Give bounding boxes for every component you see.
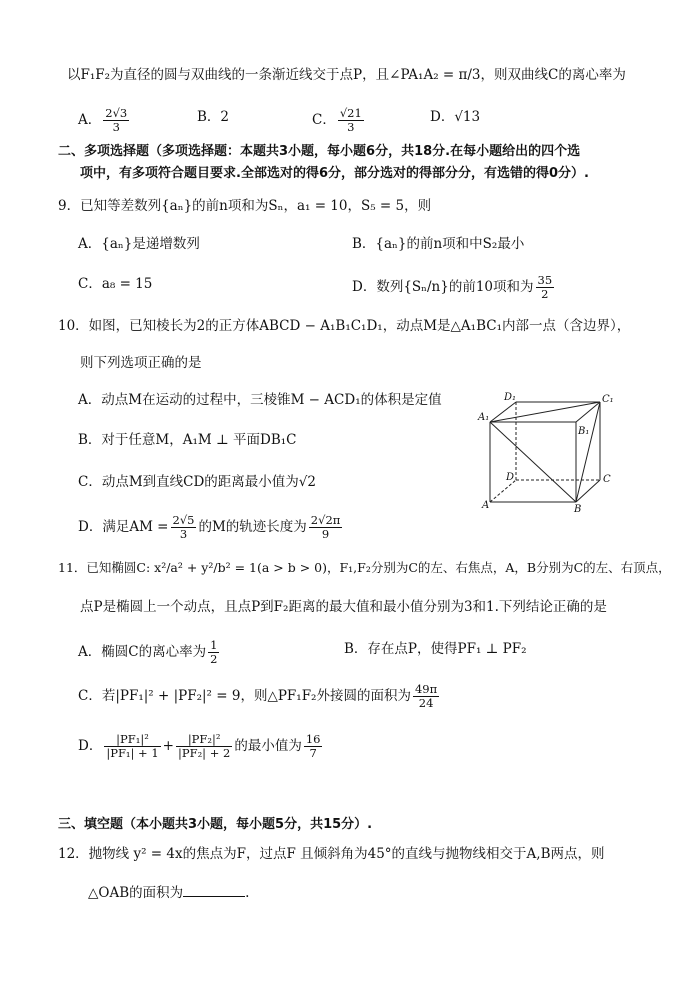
edge-ad-hidden <box>490 480 516 502</box>
q8-stem: 以F₁F₂为直径的圆与双曲线的一条渐近线交于点P，且∠PA₁A₂ = π/3，则双曲线C的离心率为 <box>67 67 626 83</box>
label-c1: C₁ <box>602 394 614 405</box>
diag-a1c1 <box>490 402 600 422</box>
diag-a1b <box>490 422 576 502</box>
section2-heading-line1: 二、多项选择题（多项选择题：本题共3小题，每小题6分，共18分.在每小题给出的四个选 <box>58 144 581 159</box>
q10-option-d: D．满足AM = $\frac{2√5}{3}$ 的M的轨迹长度为 $\frac{2√2\pi}{9}$ <box>78 513 341 541</box>
label-b1: B₁ <box>578 426 590 437</box>
q8-option-c: C． $\frac{√21}{3}$ <box>312 106 362 134</box>
q9-stem: 9．已知等差数列{aₙ}的前n项和为Sₙ，a₁ = 10，S₅ = 5，则 <box>58 198 432 214</box>
q11-stem-line2: 点P是椭圆上一个动点，且点P到F₂距离的最大值和最小值分别为3和1.下列结论正确的是 <box>80 599 607 615</box>
section2-heading-line2: 项中，有多项符合题目要求.全部选对的得6分，部分选对的得部分分，有选错的得0分）. <box>80 166 589 181</box>
label-c: C <box>603 474 611 485</box>
q9-option-c: C．a₈ = 15 <box>78 276 153 292</box>
q12-answer-blank[interactable] <box>183 882 245 897</box>
q9-option-b: B．{aₙ}的前n项和中S₂最小 <box>352 236 525 252</box>
q11-option-c: C．若|PF₁|² + |PF₂|² = 9，则△PF₁F₂外接圆的面积为 $\frac{49\pi}{24}$ <box>78 682 438 710</box>
q8-option-b: B．2 <box>197 109 230 125</box>
cube-diagram <box>480 390 620 515</box>
q8-option-a: A． $\frac{2√3}{3}$ <box>78 106 128 134</box>
label-a1: A₁ <box>478 412 490 423</box>
q10-option-b: B．对于任意M，A₁M ⊥ 平面DB₁C <box>78 432 297 448</box>
diag-bc1 <box>576 402 600 502</box>
q10-stem-line1: 10．如图，已知棱长为2的正方体ABCD − A₁B₁C₁D₁，动点M是△A₁BC₁内部一点（含边界）， <box>58 318 631 334</box>
q9-option-d: D．数列{Sₙ/n}的前10项和为 $\frac{35}{2}$ <box>352 273 553 301</box>
q11-option-a: A．椭圆C的离心率为 $\frac{1}{2}$ <box>78 638 218 666</box>
label-d: D <box>506 472 515 483</box>
q12-line2: △OAB的面积为 . <box>88 882 249 903</box>
q10-option-c: C．动点M到直线CD的距离最小值为√2 <box>78 474 316 490</box>
label-a: A <box>482 500 490 511</box>
q8-option-d: D．√13 <box>430 109 481 125</box>
q10-option-a: A．动点M在运动的过程中，三棱锥M − ACD₁的体积是定值 <box>78 392 442 408</box>
label-b: B <box>574 504 582 515</box>
edge-a1d1 <box>490 402 516 422</box>
cube-figure <box>480 390 620 515</box>
q10-stem-line2: 则下列选项正确的是 <box>80 355 202 371</box>
q12-line1: 12．抛物线 y² = 4x的焦点为F，过点F 且倾斜角为45°的直线与抛物线相交于A,B两点，则 <box>58 846 605 862</box>
section3-heading: 三、填空题（本小题共3小题，每小题5分，共15分）. <box>58 817 373 832</box>
q11-option-d: D． $\frac{\text{|PF₁|²}}{\text{|PF₁| + 1}}$ + $\frac{\text{|PF₂|²}}{\text{|PF₂| + 2}}$ 的最小值为 $\frac{16}{7}$ <box>78 732 321 760</box>
q9-option-a: A．{aₙ}是递增数列 <box>78 236 200 252</box>
q11-option-b: B．存在点P，使得PF₁ ⊥ PF₂ <box>344 641 527 657</box>
label-d1: D₁ <box>504 392 517 403</box>
edge-bc <box>576 480 600 502</box>
q11-stem-line1: 11．已知椭圆C: x²/a² + y²/b² = 1(a > b > 0)，F₁,F₂分别为C的左、右焦点，A，B分别为C的左、右顶点， <box>58 560 671 575</box>
